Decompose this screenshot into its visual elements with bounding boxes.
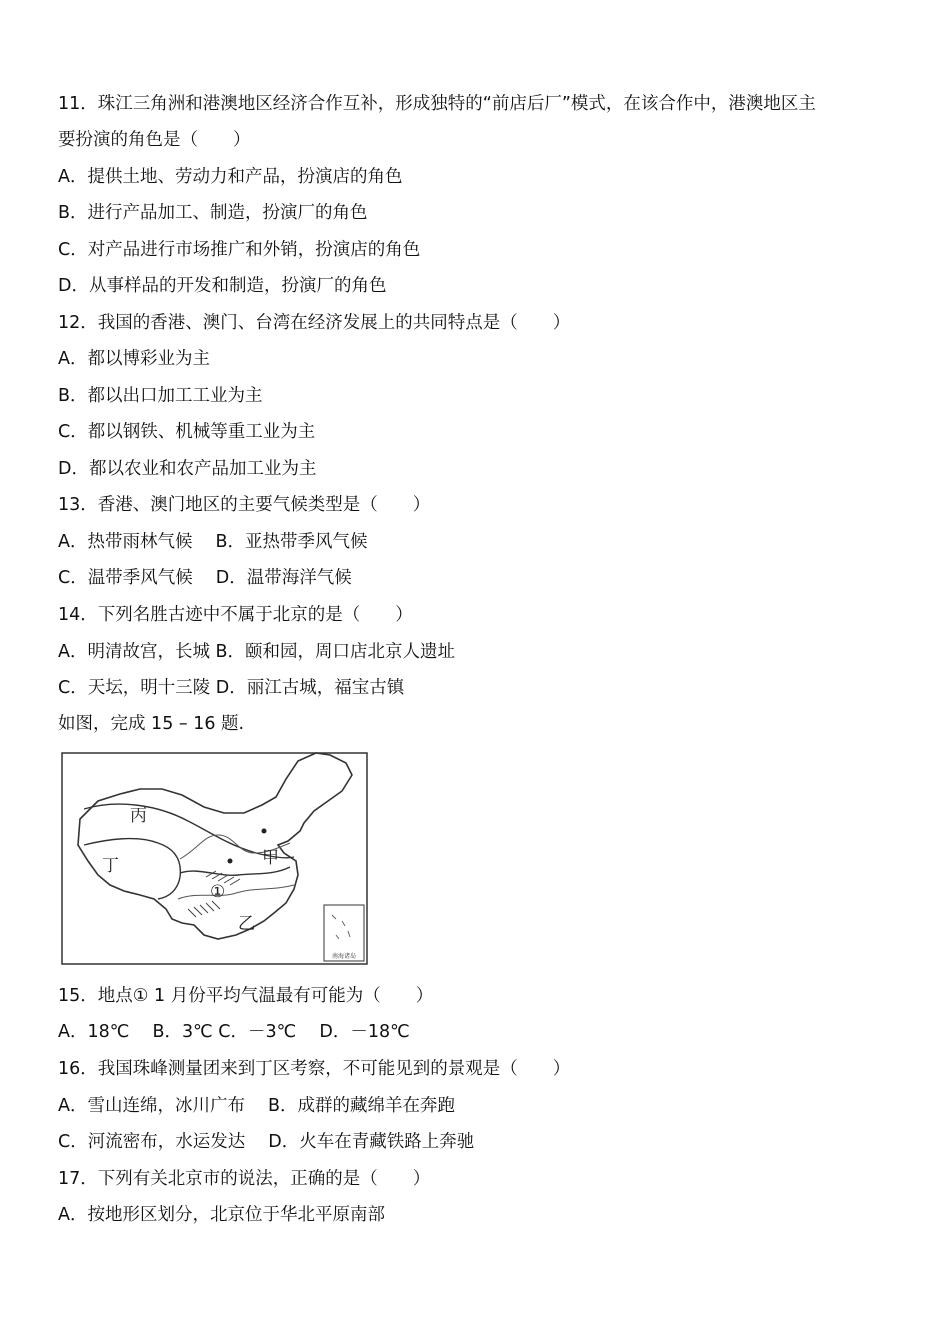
q11-stem-line1: 11．珠江三角洲和港澳地区经济合作互补，形成独特的“前店后厂”模式，在该合作中，港澳地区主 [58,94,816,114]
q14-options-ab: A．明清故宫，长城 B．颐和园，周口店北京人遗址 [58,642,456,662]
q16-options-cd: C．河流密布，水运发达 D．火车在青藏铁路上奔驰 [58,1132,475,1152]
city-dot-beijing [262,829,267,834]
label-yi: 乙 [238,914,255,934]
q14-stem: 14．下列名胜古迹中不属于北京的是（ ） [58,605,413,625]
q17-option-a: A．按地形区划分，北京位于华北平原南部 [58,1205,385,1225]
label-ding: 丁 [102,856,119,876]
label-jia: 甲 [262,848,279,868]
q11-stem-line2: 要扮演的角色是（ ） [58,130,251,150]
china-map-figure [58,749,371,969]
q12-option-d: D．都以农业和农产品加工业为主 [58,459,317,479]
q16-options-ab: A．雪山连绵，冰川广布 B．成群的藏绵羊在奔跑 [58,1096,456,1116]
q13-options-ab: A．热带雨林气候 B．亚热带季风气候 [58,532,368,552]
q17-stem: 17．下列有关北京市的说法，正确的是（ ） [58,1169,431,1189]
q11-option-c: C．对产品进行市场推广和外销，扮演店的角色 [58,240,421,260]
q11-option-a: A．提供土地、劳动力和产品，扮演店的角色 [58,167,403,187]
q12-option-a: A．都以博彩业为主 [58,349,210,369]
q11-option-b: B．进行产品加工、制造，扮演厂的角色 [58,203,368,223]
figure-intro: 如图，完成 15 – 16 题. [58,714,245,734]
city-dot-xian [228,859,233,864]
q13-options-cd: C．温带季风气候 D．温带海洋气候 [58,568,352,588]
label-bing: 丙 [130,806,147,826]
q11-option-d: D．从事样品的开发和制造，扮演厂的角色 [58,276,387,296]
china-map-svg [58,749,371,969]
q12-option-b: B．都以出口加工工业为主 [58,386,263,406]
q15-stem: 15．地点① 1 月份平均气温最有可能为（ ） [58,986,434,1006]
inset-label: 南海诸岛 [331,953,357,960]
label-point1: ① [210,882,226,902]
q15-options: A．18℃ B．3℃ C．－3℃ D．－18℃ [58,1022,410,1042]
q14-options-cd: C．天坛，明十三陵 D．丽江古城，福宝古镇 [58,678,405,698]
q16-stem: 16．我国珠峰测量团来到丁区考察，不可能见到的景观是（ ） [58,1059,571,1079]
q13-stem: 13．香港、澳门地区的主要气候类型是（ ） [58,495,431,515]
q12-option-c: C．都以钢铁、机械等重工业为主 [58,422,316,442]
q12-stem: 12．我国的香港、澳门、台湾在经济发展上的共同特点是（ ） [58,313,571,333]
